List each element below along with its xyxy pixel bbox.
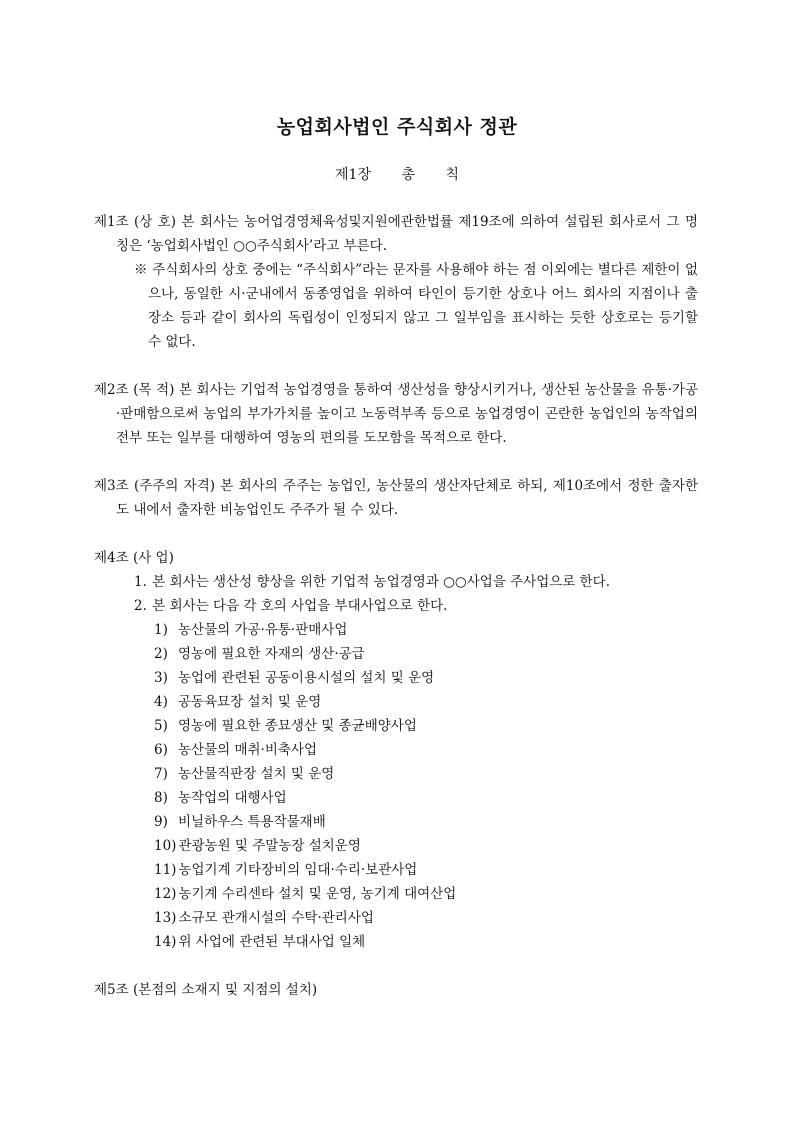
article-4-subitem xyxy=(94,618,698,642)
subitem-text: 농기계 수리센타 설치 및 운영, 농기계 대여산업 xyxy=(178,886,457,902)
subitem-number: 10) xyxy=(154,838,177,854)
article-4-item-2 xyxy=(94,594,698,618)
item-number: 1. xyxy=(134,574,147,590)
article-4-subitem xyxy=(94,666,698,690)
subitem-number: 5) xyxy=(154,718,168,734)
subitem-text: 영농에 필요한 종묘생산 및 종균배양사업 xyxy=(178,718,417,734)
document-body xyxy=(94,210,698,1002)
subitem-number: 3) xyxy=(154,670,168,686)
article-1: 제1조 (상 호) 본 회사는 농어업경영체육성및지원에관한법률 제19조에 의하여 설립된 회사로서 그 명칭은 ‘농업회사법인 ○○주식회사’라고 부른다. xyxy=(94,214,698,254)
article-3: 제3조 (주주의 자격) 본 회사의 주주는 농업인, 농산물의 생산자단체로 하되, 제10조에서 정한 출자한도 내에서 출자한 비농업인도 주주가 될 수 있다. xyxy=(94,478,698,518)
chapter-number: 제1장 xyxy=(335,167,371,183)
subitem-text: 영농에 필요한 자재의 생산·공급 xyxy=(178,646,365,662)
article-5-heading: 제5조 (본점의 소재지 및 지점의 설치) xyxy=(94,982,318,998)
article-4-subitem xyxy=(94,810,698,834)
subitem-text: 농산물직판장 설치 및 운영 xyxy=(178,766,335,782)
subitem-number: 6) xyxy=(154,742,168,758)
subitem-number: 12) xyxy=(154,886,177,902)
chapter-name-part1: 총 xyxy=(401,167,415,183)
subitem-text: 농업에 관련된 공동이용시설의 설치 및 운영 xyxy=(178,670,435,686)
subitem-text: 농산물의 매취·비축사업 xyxy=(178,742,317,758)
subitem-number: 14) xyxy=(154,934,177,950)
subitem-number: 13) xyxy=(154,910,177,926)
subitem-number: 8) xyxy=(154,790,168,806)
article-4-subitem xyxy=(94,642,698,666)
subitem-text: 소규모 관개시설의 수탁·관리사업 xyxy=(178,910,374,926)
subitem-number: 2) xyxy=(154,646,168,662)
article-4-heading: 제4조 (사 업) xyxy=(94,550,174,566)
article-4-item-1 xyxy=(94,570,698,594)
subitem-text: 농업기계 기타장비의 임대·수리·보관사업 xyxy=(178,862,418,878)
subitem-number: 4) xyxy=(154,694,168,710)
spacer xyxy=(94,954,698,978)
item-number: 2. xyxy=(134,598,147,614)
subitem-number: 9) xyxy=(154,814,168,830)
article-4-subitem xyxy=(94,714,698,738)
article-4-subitem xyxy=(94,762,698,786)
article-4-subitem xyxy=(94,786,698,810)
article-2: 제2조 (목 적) 본 회사는 기업적 농업경영을 통하여 생산성을 향상시키거나, 생산된 농산물을 유통·가공·판매함으로써 농업의 부가가치를 높이고 노동력부족 등으로 농업경영이 곤란한 농업인의 농작업의 전부 또는 일부를 대행하여 영농의 편의를 도모함을 목적으로 한다. xyxy=(94,382,698,446)
subitem-text: 농작업의 대행사업 xyxy=(178,790,287,806)
item-text: 본 회사는 다음 각 호의 사업을 부대사업으로 한다. xyxy=(152,598,448,614)
article-4-subitem xyxy=(94,930,698,954)
article-4-subitem xyxy=(94,858,698,882)
article-4-subitem xyxy=(94,906,698,930)
subitem-number: 11) xyxy=(154,862,177,878)
article-1-note: ※ 주식회사의 상호 중에는 “주식회사”라는 문자를 사용해야 하는 점 이외에는 별다른 제한이 없으나, 동일한 시·군내에서 동종영업을 위하여 타인이 등기한 상호나 어느 회사의 지점이나 출장소 등과 같이 회사의 독립성이 인정되지 않고 그 일부임을 표시하는 듯한 상호로는 등기할 수 없다. xyxy=(134,262,698,350)
document-title: 농업회사법인 주식회사 정관 xyxy=(276,116,518,138)
spacer xyxy=(94,522,698,546)
subitem-text: 관광농원 및 주말농장 설치운영 xyxy=(178,838,361,854)
subitem-number: 7) xyxy=(154,766,168,782)
subitem-text: 위 사업에 관련된 부대사업 일체 xyxy=(178,934,366,950)
subitem-text: 공동육묘장 설치 및 운영 xyxy=(178,694,322,710)
article-4-subitem-list xyxy=(94,618,698,954)
spacer xyxy=(94,354,698,378)
article-4-subitem xyxy=(94,738,698,762)
subitem-text: 비닐하우스 특용작물재배 xyxy=(178,814,326,830)
article-4-subitem xyxy=(94,834,698,858)
article-4-subitem xyxy=(94,690,698,714)
chapter-heading xyxy=(0,164,794,184)
article-4-subitem xyxy=(94,882,698,906)
subitem-text: 농산물의 가공·유통·판매사업 xyxy=(178,622,348,638)
item-text: 본 회사는 생산성 향상을 위한 기업적 농업경영과 ○○사업을 주사업으로 한다. xyxy=(152,574,610,590)
subitem-number: 1) xyxy=(154,622,168,638)
spacer xyxy=(94,450,698,474)
chapter-name-part2: 칙 xyxy=(445,167,459,183)
